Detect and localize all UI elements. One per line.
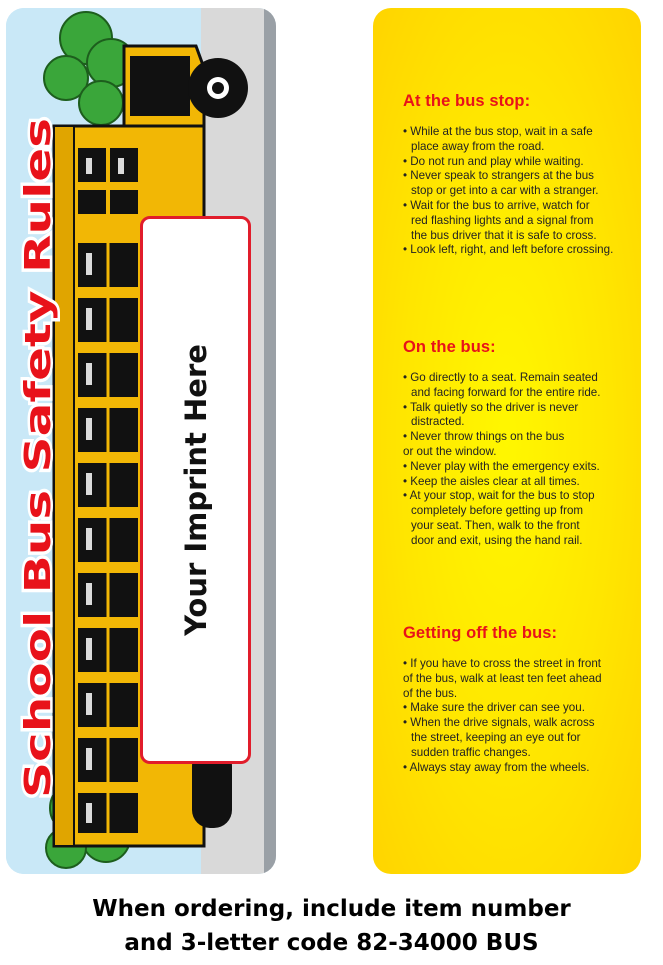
rule-line: stop or get into a car with a stranger.: [411, 184, 599, 198]
rule-line: • Talk quietly so the driver is never: [403, 400, 579, 414]
rule-line: distracted.: [411, 415, 465, 429]
rule-line: • When the drive signals, walk across: [403, 716, 595, 730]
imprint-text: Your Imprint Here: [178, 344, 213, 636]
rule-line: door and exit, using the hand rail.: [411, 533, 583, 547]
ordering-note-line-1: When ordering, include item number: [92, 896, 571, 922]
rule-line: sudden traffic changes.: [411, 745, 531, 759]
rule-line: or out the window.: [403, 444, 497, 458]
rule-line: • Make sure the driver can see you.: [403, 701, 585, 715]
rule-line: • Wait for the bus to arrive, watch for: [403, 198, 590, 212]
section-bus-stop: [403, 92, 638, 258]
section-on-bus: [403, 338, 638, 549]
rule-line: • Go directly to a seat. Remain seated: [403, 371, 598, 384]
rule-line: • Always stay away from the wheels.: [403, 760, 590, 774]
rule-line: your seat. Then, walk to the front: [411, 518, 580, 532]
title-vertical: [6, 8, 66, 874]
rule-line: the bus driver that it is safe to cross.: [411, 228, 597, 242]
rule-line: and facing forward for the entire ride.: [411, 385, 601, 399]
rule-line: red flashing lights and a signal from: [411, 213, 594, 227]
rule-line: • Never play with the emergency exits.: [403, 459, 600, 473]
rule-line: • While at the bus stop, wait in a safe: [403, 125, 593, 138]
bookmark-back: [373, 8, 641, 874]
rule-line: of the bus, walk at least ten feet ahead: [403, 671, 602, 685]
section-heading: At the bus stop:: [403, 92, 531, 110]
title-text: School Bus Safety Rules: [18, 308, 59, 798]
rule-line: • At your stop, wait for the bus to stop: [403, 489, 595, 503]
imprint-area: [140, 216, 251, 764]
rule-line: completely before getting up from: [411, 504, 584, 518]
rule-line: place away from the road.: [411, 139, 545, 153]
rule-line: • Never throw things on the bus: [403, 430, 565, 444]
ordering-note-line-2: and 3-letter code 82-34000 BUS: [124, 930, 539, 956]
rule-line: • Keep the aisles clear at all times.: [403, 474, 580, 488]
section-heading: On the bus:: [403, 338, 496, 356]
rule-line: • Look left, right, and left before crossing.: [403, 243, 614, 257]
bookmark-front: [6, 8, 276, 874]
rule-line: • If you have to cross the street in front: [403, 657, 602, 670]
section-heading: Getting off the bus:: [403, 624, 558, 642]
rule-line: of the bus.: [403, 686, 458, 700]
rule-line: • Never speak to strangers at the bus: [403, 169, 594, 183]
rule-line: the street, keeping an eye out for: [411, 730, 581, 744]
section-getting-off: [403, 624, 638, 775]
rule-line: • Do not run and play while waiting.: [403, 154, 584, 168]
